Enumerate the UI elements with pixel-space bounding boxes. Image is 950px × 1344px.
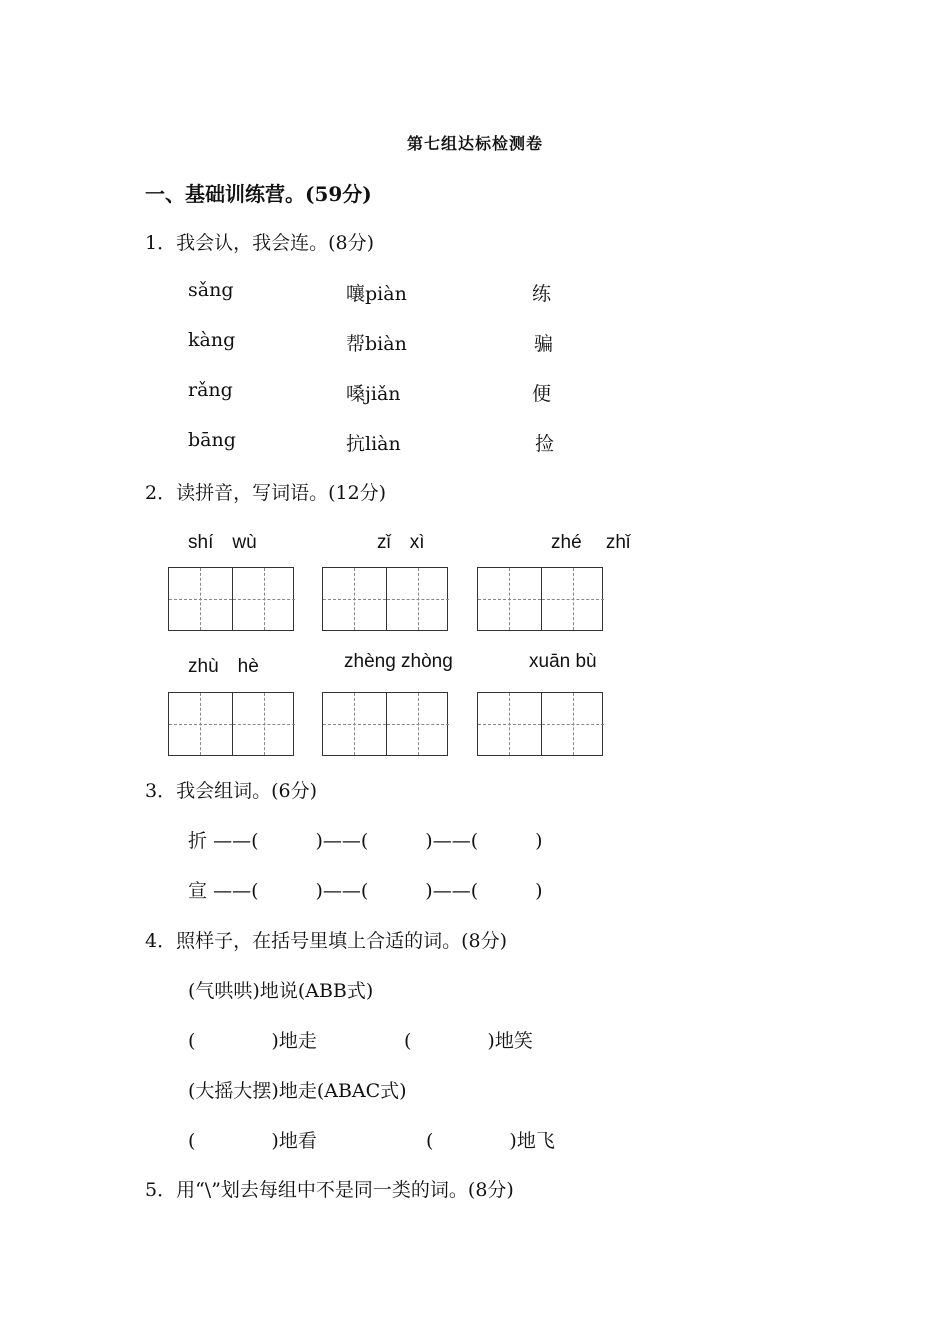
pinyin-prompt: zhèng zhòng — [344, 651, 453, 672]
character-item: 捡 — [535, 433, 555, 455]
question-1-heading: 1．我会认，我会连。(8分) — [145, 232, 375, 254]
base-character: 宣 — [188, 880, 208, 902]
match-item: 帮biàn — [346, 333, 407, 355]
pinyin-prompt: zhé zhǐ — [551, 532, 631, 553]
writing-grid[interactable] — [322, 692, 448, 756]
question-3-heading: 3．我会组词。(6分) — [145, 780, 318, 802]
fill-blank[interactable]: ( )地飞 — [426, 1130, 555, 1152]
fill-blank[interactable]: ( )地走 — [188, 1030, 317, 1052]
fill-blank[interactable]: ( )地笑 — [404, 1030, 533, 1052]
character-item: 练 — [532, 283, 552, 305]
character-item: 骗 — [534, 333, 554, 355]
pinyin-prompt: zhù hè — [188, 656, 259, 677]
writing-grid[interactable] — [322, 567, 448, 631]
word-group-line — [188, 826, 543, 853]
question-5-heading: 5．用“\”划去每组中不是同一类的词。(8分) — [145, 1179, 514, 1201]
answer-slots[interactable]: ——( )——( )——( ) — [213, 880, 543, 902]
writing-grid[interactable] — [477, 692, 603, 756]
pinyin-prompt: zǐ xì — [377, 532, 425, 553]
section-heading: 一、基础训练营。(59分) — [145, 182, 372, 206]
pinyin-item: sǎng — [188, 279, 234, 301]
page-title: 第七组达标检测卷 — [406, 134, 543, 153]
question-4-heading: 4．照样子，在括号里填上合适的词。(8分) — [145, 930, 508, 952]
pinyin-item: rǎng — [188, 379, 233, 401]
match-item: 嗓jiǎn — [346, 383, 401, 405]
writing-grid[interactable] — [477, 567, 603, 631]
match-item: 嚷piàn — [346, 283, 407, 305]
character-item: 便 — [532, 383, 552, 405]
question-2-heading: 2．读拼音，写词语。(12分) — [145, 482, 387, 504]
word-group-line — [188, 876, 543, 903]
answer-slots[interactable]: ——( )——( )——( ) — [213, 830, 543, 852]
pinyin-prompt: xuān bù — [529, 651, 597, 672]
fill-blank[interactable]: ( )地看 — [188, 1130, 317, 1152]
writing-grid[interactable] — [168, 567, 294, 631]
match-item: 抗liàn — [346, 433, 401, 455]
example-line: (气哄哄)地说(ABB式) — [188, 980, 374, 1002]
pinyin-item: bāng — [188, 429, 236, 451]
pinyin-prompt: shí wù — [188, 532, 257, 553]
pinyin-item: kàng — [188, 329, 236, 351]
base-character: 折 — [188, 830, 208, 852]
writing-grid[interactable] — [168, 692, 294, 756]
example-line: (大摇大摆)地走(ABAC式) — [188, 1080, 407, 1102]
